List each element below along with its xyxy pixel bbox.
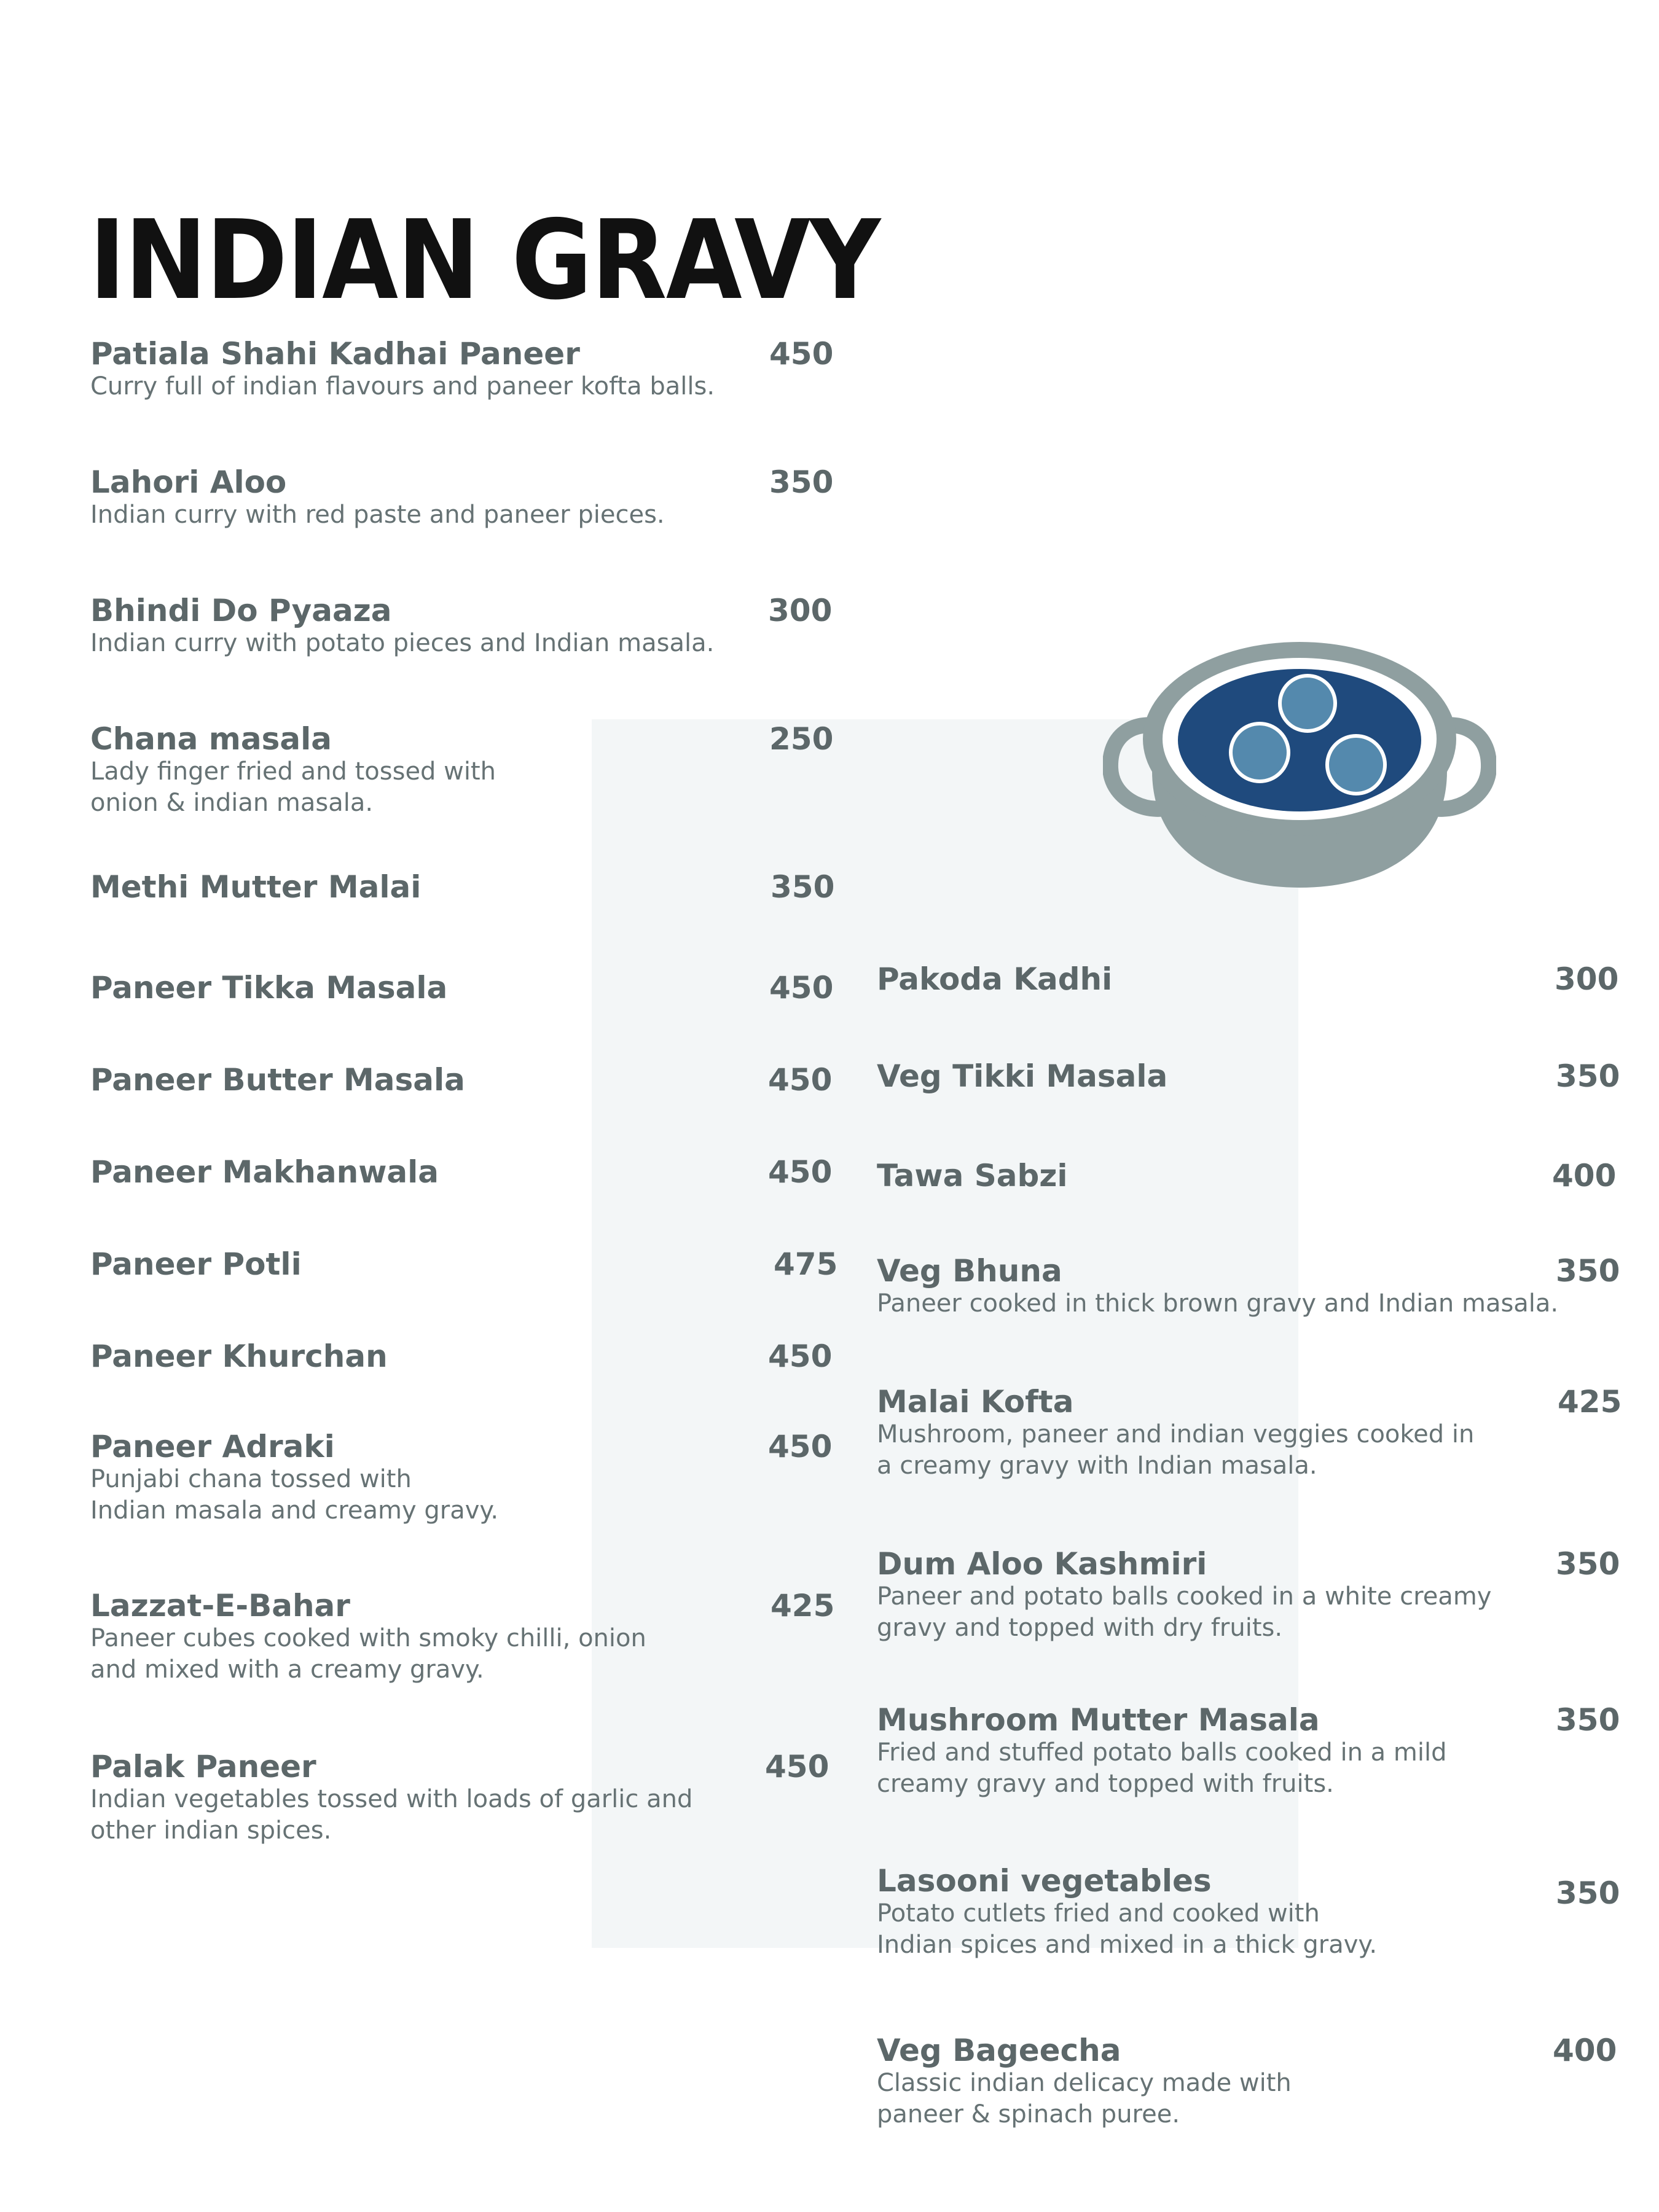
item-description: Punjabi chana tossed with Indian masala and creamy gravy. <box>90 1465 499 1525</box>
item-description: Lady finger fried and tossed with onion & indian masala. <box>90 757 496 817</box>
item-name: Palak Paneer <box>90 1749 316 1784</box>
item-price: 450 <box>768 1062 833 1098</box>
item-name: Dum Aloo Kashmiri <box>877 1546 1207 1582</box>
menu-title: INDIAN GRAVY <box>89 197 880 324</box>
item-description: Indian curry with red paste and paneer pieces. <box>90 501 665 529</box>
item-price: 250 <box>769 721 834 757</box>
item-name: Paneer Tikka Masala <box>90 970 448 1006</box>
item-name: Malai Kofta <box>877 1384 1074 1420</box>
item-name: Paneer Khurchan <box>90 1339 388 1374</box>
item-price: 350 <box>771 869 835 905</box>
item-price: 300 <box>1555 961 1619 997</box>
item-price: 350 <box>1556 1702 1620 1738</box>
item-name: Lahori Aloo <box>90 464 287 500</box>
item-name: Chana masala <box>90 721 332 757</box>
item-name: Methi Mutter Malai <box>90 869 422 905</box>
item-price: 475 <box>774 1246 838 1282</box>
item-name: Lazzat-E-Bahar <box>90 1588 350 1624</box>
item-name: Veg Bhuna <box>877 1253 1062 1289</box>
item-description: Paneer cooked in thick brown gravy and Indian masala. <box>877 1289 1559 1318</box>
item-price: 450 <box>769 970 834 1006</box>
item-name: Veg Tikki Masala <box>877 1058 1168 1094</box>
item-name: Veg Bageecha <box>877 2033 1121 2068</box>
item-price: 400 <box>1553 2033 1617 2068</box>
item-price: 350 <box>769 464 834 500</box>
item-name: Lasooni vegetables <box>877 1863 1212 1899</box>
curry-pot-icon <box>1103 630 1496 897</box>
item-name: Paneer Potli <box>90 1246 302 1282</box>
item-name: Mushroom Mutter Masala <box>877 1702 1320 1738</box>
item-description: Indian curry with potato pieces and Indian masala. <box>90 629 715 657</box>
item-name: Pakoda Kadhi <box>877 961 1113 997</box>
item-name: Bhindi Do Pyaaza <box>90 593 392 628</box>
item-name: Tawa Sabzi <box>877 1158 1068 1194</box>
item-description: Paneer and potato balls cooked in a white creamy gravy and topped with dry fruits. <box>877 1582 1492 1642</box>
item-price: 450 <box>768 1154 833 1190</box>
item-price: 450 <box>768 1429 833 1464</box>
item-price: 350 <box>1556 1058 1620 1094</box>
item-description: Fried and stuffed potato balls cooked in a mild creamy gravy and topped with fruits. <box>877 1738 1447 1798</box>
item-price: 350 <box>1556 1875 1620 1911</box>
item-description: Curry full of indian flavours and paneer kofta balls. <box>90 372 715 401</box>
item-price: 425 <box>1558 1384 1622 1420</box>
item-price: 350 <box>1556 1253 1620 1289</box>
item-description: Paneer cubes cooked with smoky chilli, onion and mixed with a creamy gravy. <box>90 1624 646 1684</box>
item-name: Paneer Makhanwala <box>90 1154 439 1190</box>
item-name: Paneer Adraki <box>90 1429 335 1464</box>
item-name: Patiala Shahi Kadhai Paneer <box>90 336 580 372</box>
item-price: 300 <box>768 593 833 628</box>
item-description: Indian vegetables tossed with loads of garlic and other indian spices. <box>90 1785 693 1845</box>
item-description: Classic indian delicacy made with paneer & spinach puree. <box>877 2069 1292 2128</box>
item-price: 450 <box>769 336 834 372</box>
item-description: Mushroom, paneer and indian veggies cooked in a creamy gravy with Indian masala. <box>877 1420 1475 1480</box>
item-price: 450 <box>768 1339 833 1374</box>
item-price: 350 <box>1556 1546 1620 1582</box>
item-description: Potato cutlets fried and cooked with Indian spices and mixed in a thick gravy. <box>877 1899 1378 1959</box>
item-price: 450 <box>765 1749 830 1784</box>
item-price: 425 <box>771 1588 835 1624</box>
item-name: Paneer Butter Masala <box>90 1062 465 1098</box>
item-price: 400 <box>1552 1158 1617 1194</box>
